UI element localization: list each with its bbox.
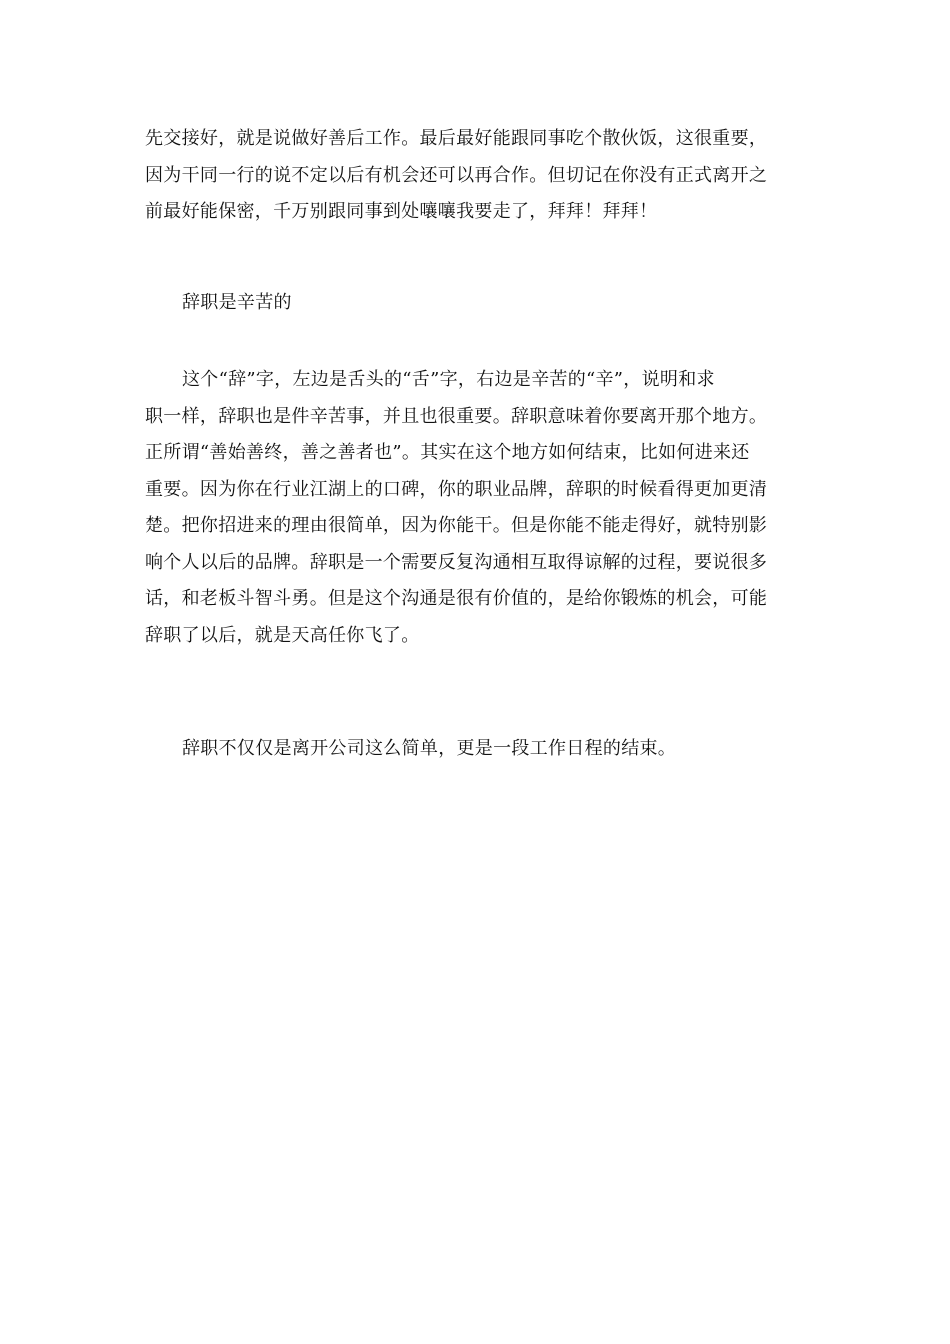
paragraph-line: 正所谓“善始善终，善之善者也”。其实在这个地方如何结束，比如何进来还 [145,442,750,463]
paragraph-line: 话，和老板斗智斗勇。但是这个沟通是很有价值的，是给你锻炼的机会，可能 [145,588,768,609]
paragraph-handover [145,121,805,231]
paragraph-line: 先交接好，就是说做好善后工作。最后最好能跟同事吃个散伙饭，这很重要， [145,128,768,149]
closing-text: 辞职不仅仅是离开公司这么简单，更是一段工作日程的结束。 [182,738,677,759]
paragraph-line: 楚。把你招进来的理由很简单，因为你能干。但是你能不能走得好，就特别影 [145,515,768,536]
paragraph-closing [145,731,805,768]
paragraph-line: 响个人以后的品牌。辞职是一个需要反复沟通相互取得谅解的过程，要说很多 [145,551,768,573]
heading-text: 辞职是辛苦的 [182,292,292,313]
section-heading [145,285,805,322]
paragraph-resignation [145,362,805,654]
paragraph-line: 前最好能保密，千万别跟同事到处嚷嚷我要走了，拜拜！拜拜！ [145,201,658,222]
paragraph-line: 这个“辞”字，左边是舌头的“舌”字，右边是辛苦的“辛”，说明和求 [182,369,715,390]
paragraph-line: 职一样，辞职也是件辛苦事，并且也很重要。辞职意味着你要离开那个地方。 [145,405,768,427]
paragraph-line: 因为干同一行的说不定以后有机会还可以再合作。但切记在你没有正式离开之 [145,164,768,186]
paragraph-line: 辞职了以后，就是天高任你飞了。 [145,624,420,646]
paragraph-line: 重要。因为你在行业江湖上的口碑，你的职业品牌，辞职的时候看得更加更清 [145,478,768,500]
